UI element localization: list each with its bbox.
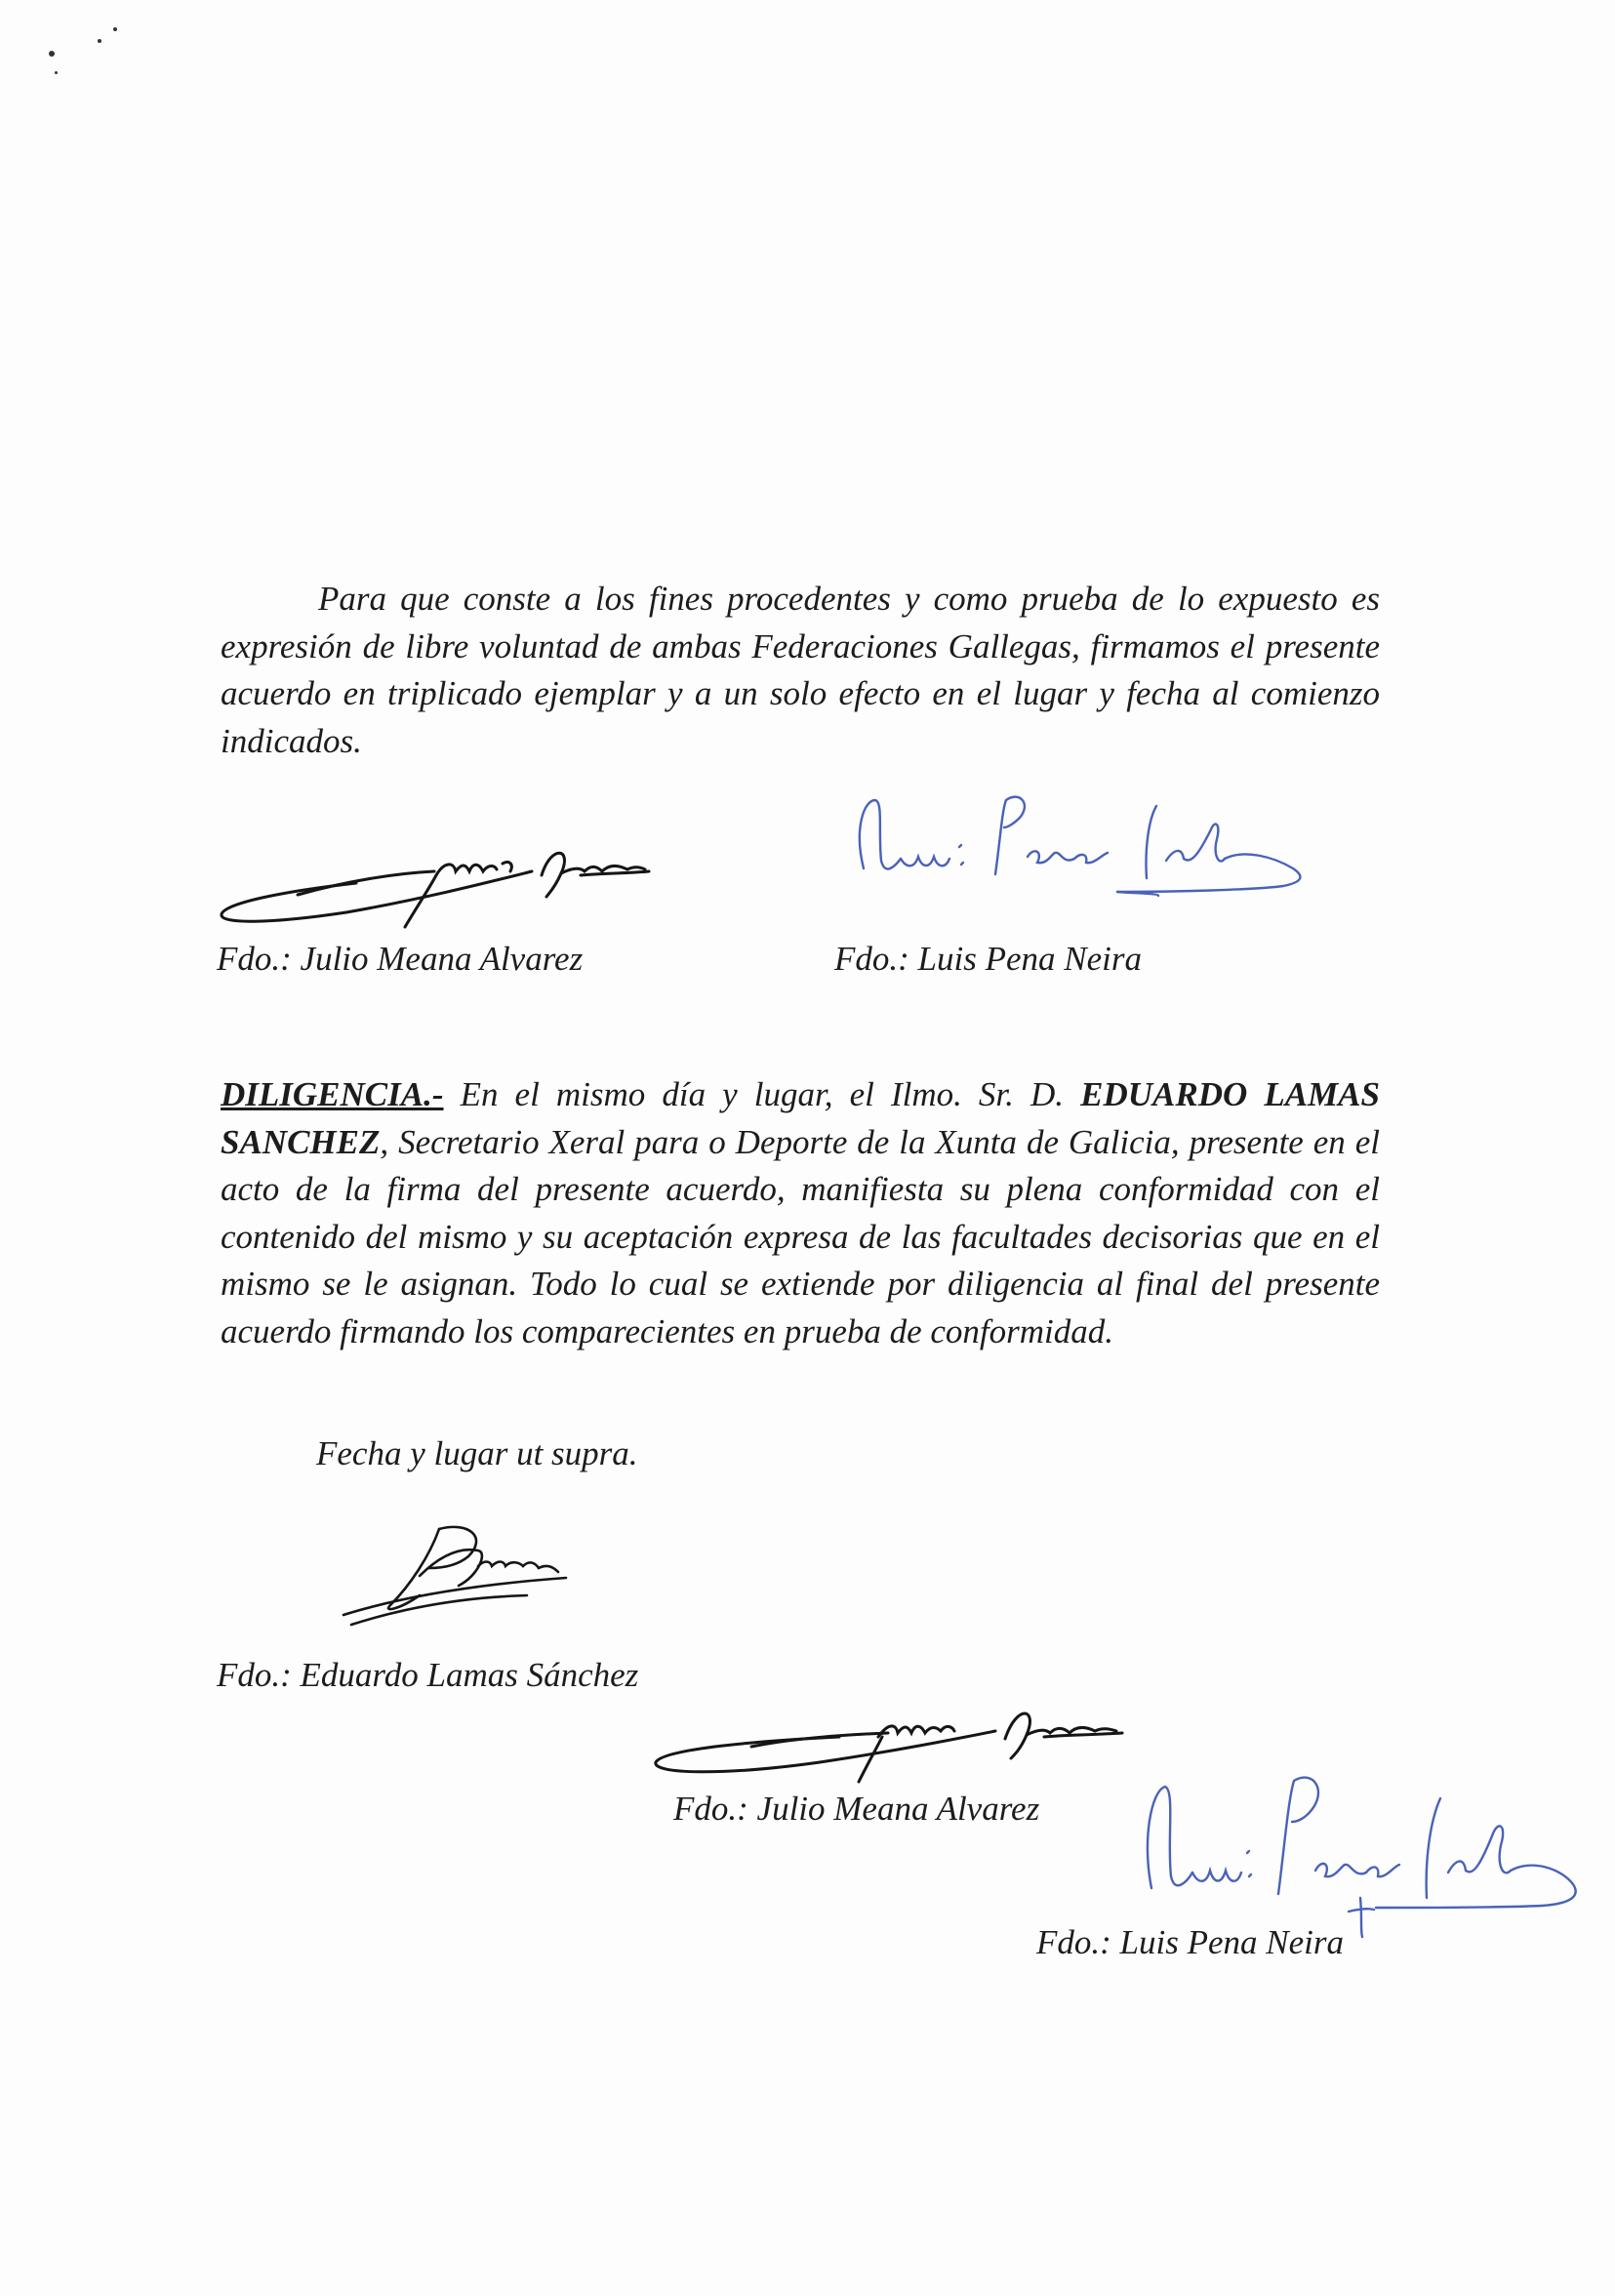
signatory-label-luis-pena-bottom: Fdo.: Luis Pena Neira: [1036, 1923, 1344, 1961]
diligencia-heading: DILIGENCIA.-: [221, 1075, 444, 1113]
scan-speck: [49, 51, 55, 57]
diligencia-name: EDUARDO LAMAS SANCHEZ: [221, 1075, 1380, 1161]
signature-julio-meana-bottom: [644, 1698, 1191, 1786]
signatory-label-luis-pena: Fdo.: Luis Pena Neira: [834, 940, 1142, 978]
diligencia-text-a: En el mismo día y lugar, el Ilmo. Sr. D.: [443, 1075, 1081, 1113]
scan-speck: [113, 27, 117, 31]
fecha-line: Fecha y lugar ut supra.: [316, 1434, 638, 1472]
signature-eduardo-lamas: [332, 1508, 605, 1634]
scan-speck: [98, 39, 101, 43]
signature-luis-pena-top: [825, 771, 1371, 917]
closing-paragraph-text: Para que conste a los fines procedentes y como prueba de lo expuesto es expresión de libre voluntad de ambas Federaciones Gallegas, firmamos el presente acuerdo en triplicado ejemplar y a un solo efecto en el lugar y fecha al comienzo indicados.: [221, 580, 1380, 760]
signature-luis-pena-bottom: [1122, 1752, 1591, 1937]
closing-paragraph: [221, 576, 1380, 765]
diligencia-text-b: , Secretario Xeral para o Deporte de la Xunta de Galicia, presente en el acto de la firma del presente acuerdo, manifiesta su plena conformidad con el contenido del mismo y su aceptación expresa de las facultades decisorias que en el mismo se le asignan. Todo lo cual se extiende por diligencia al final del presente acuerdo firmando los comparecientes en prueba de conformidad.: [221, 1122, 1380, 1350]
signatory-label-julio-meana: Fdo.: Julio Meana Alvarez: [217, 940, 584, 978]
scan-speck: [55, 71, 58, 74]
signature-julio-meana-top: [210, 834, 737, 932]
signatory-label-julio-meana-bottom: Fdo.: Julio Meana Alvarez: [673, 1790, 1040, 1828]
signatory-label-eduardo-lamas: Fdo.: Eduardo Lamas Sánchez: [217, 1656, 639, 1694]
diligencia-paragraph: [221, 1071, 1380, 1355]
